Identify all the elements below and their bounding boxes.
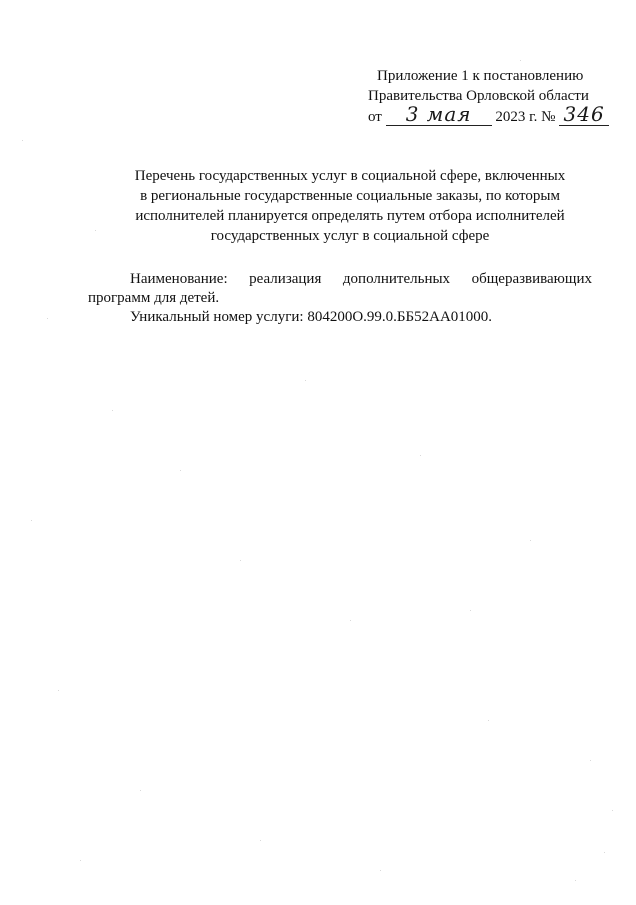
number-blank (559, 102, 609, 126)
service-name-word-3: общеразвивающих (471, 271, 592, 287)
handwritten-number: 346 (563, 102, 605, 126)
appendix-header (360, 66, 605, 127)
title-line-4: государственных услуг в социальной сфере (210, 228, 490, 244)
service-code-label: Уникальный номер услуги: (130, 309, 304, 325)
appendix-date-line (360, 102, 605, 127)
date-prefix: от (368, 109, 382, 125)
title-line-1: Перечень государственных услуг в социальной сфере, включенных (134, 168, 566, 184)
handwritten-date: 3 мая (405, 102, 472, 126)
service-name-word-1: реализация (249, 271, 322, 287)
document-title (100, 166, 600, 246)
service-code-value: 804200О.99.0.ББ52АА01000. (307, 309, 493, 325)
service-name-line (88, 270, 592, 289)
title-line-2: в региональные государственные социальные заказы, по которым (140, 188, 560, 204)
appendix-line-2: Правительства Орловской области (368, 88, 589, 104)
service-code-line (88, 308, 592, 327)
service-name-continuation: программ для детей. (88, 290, 220, 306)
service-description (88, 270, 592, 327)
title-line-3: исполнителей планируется определять путем отбора исполнителей (135, 208, 565, 224)
appendix-line-1: Приложение 1 к постановлению (377, 68, 584, 84)
service-name-word-2: дополнительных (342, 271, 451, 287)
year-number-label: 2023 г. № (495, 109, 556, 125)
service-name-label: Наименование: (130, 271, 228, 287)
date-blank (386, 102, 492, 126)
